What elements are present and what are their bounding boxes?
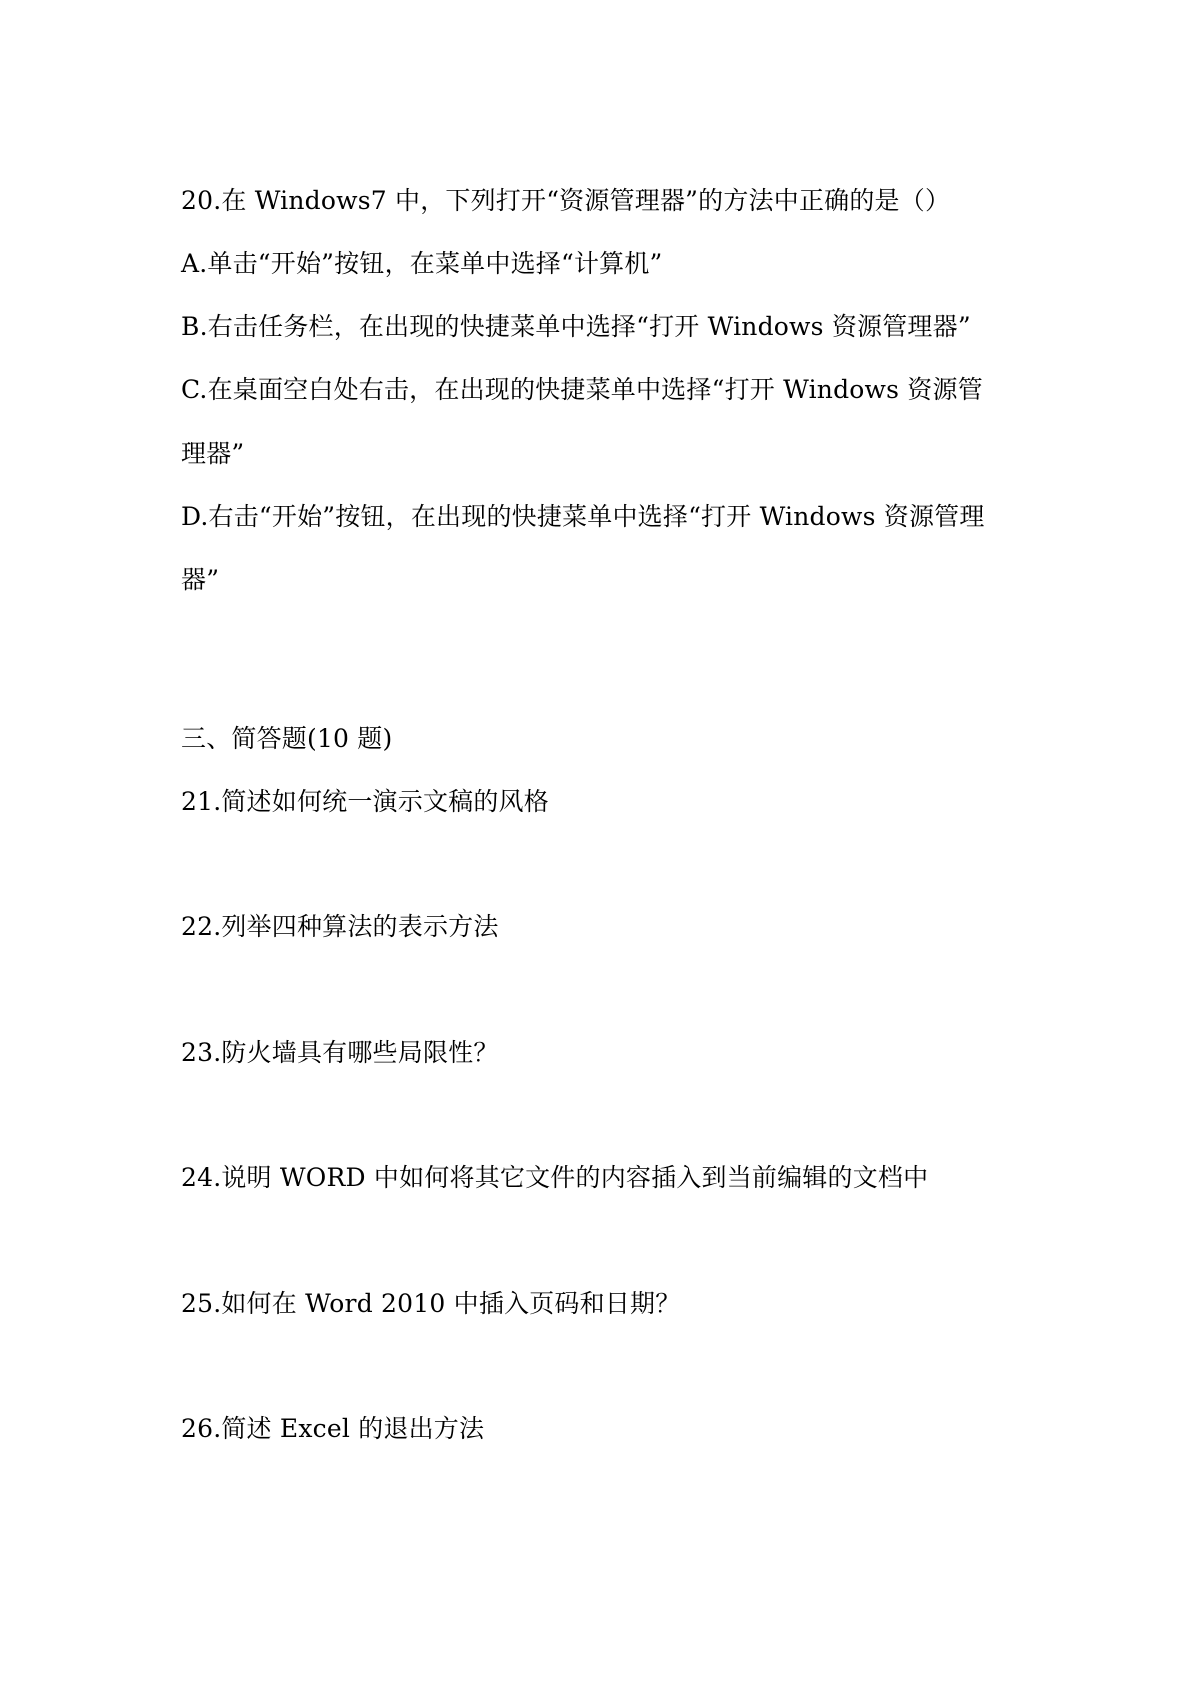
question-20-option-c-line2: 理器” <box>181 439 245 468</box>
question-20-option-d-line2: 器” <box>181 565 220 594</box>
question-23: 23.防火墙具有哪些局限性？ <box>181 1038 499 1067</box>
question-20-option-c-line1: C.在桌面空白处右击，在出现的快捷菜单中选择“打开 Windows 资源管 <box>181 375 983 404</box>
question-21: 21.简述如何统一演示文稿的风格 <box>181 787 549 816</box>
question-26: 26.简述 Excel 的退出方法 <box>181 1414 485 1443</box>
section-3-heading: 三、简答题(10 题) <box>181 724 393 753</box>
question-20-stem: 20.在 Windows7 中，下列打开“资源管理器”的方法中正确的是（） <box>181 186 951 215</box>
question-20-option-d-line1: D.右击“开始”按钮，在出现的快捷菜单中选择“打开 Windows 资源管理 <box>181 502 985 531</box>
question-20-option-b: B.右击任务栏，在出现的快捷菜单中选择“打开 Windows 资源管理器” <box>181 312 971 341</box>
question-20-option-a: A.单击“开始”按钮，在菜单中选择“计算机” <box>181 249 663 278</box>
question-25: 25.如何在 Word 2010 中插入页码和日期？ <box>181 1289 681 1318</box>
question-22: 22.列举四种算法的表示方法 <box>181 912 499 941</box>
question-24: 24.说明 WORD 中如何将其它文件的内容插入到当前编辑的文档中 <box>181 1163 929 1192</box>
